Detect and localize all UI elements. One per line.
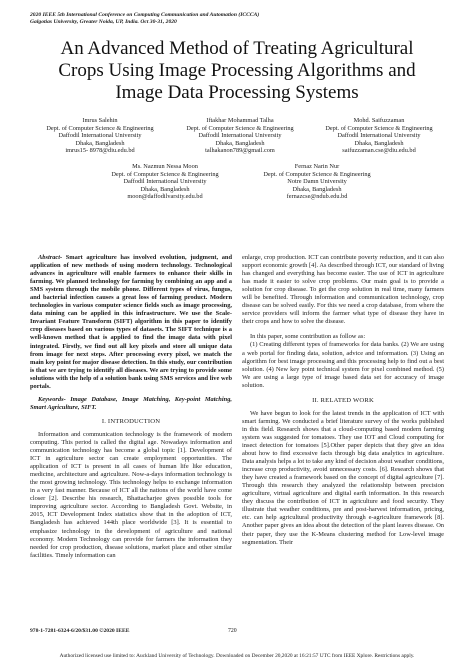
right-paragraph-1: enlarge, crop production. ICT can contribute poverty reduction, and it can also support economic growth [4]. As described through ICT, our standard of living has changed and everything has become easier. The use of ICT in agriculture has made it easier to solve crop problems. Our main goal is to provide a solution for crop disease. To get the crop solution in real time, many farmers will be benefited. Through information and communication technology, crop disease can be solved easily. For this we need a crop database, from where the service providers will inform the farmer what type of disease they have in their crops and how to solve the disease. [242, 254, 444, 326]
left-column [30, 254, 232, 560]
author-email: talhakanon789@gmail.com [205, 147, 275, 155]
keywords [30, 396, 232, 412]
author-city: Dhaka, Bangladesh [140, 185, 190, 193]
keywords-text: Image Database, Image Matching, Key-point Matching, Smart Agriculture, SIFT. [30, 395, 232, 411]
author-email: saifuzzaman.cse@diu.edu.bd [342, 147, 416, 155]
author-city: Dhaka, Bangladesh [292, 185, 342, 193]
author-org: Daffodil International University [337, 132, 421, 140]
author-name: Imrus Salehin [82, 117, 118, 124]
author-org: Daffodil International University [58, 132, 142, 140]
abstract [30, 254, 232, 391]
conference-header [30, 12, 259, 26]
author-org: Daffodil International University [123, 178, 207, 186]
author-1 [30, 117, 170, 155]
contribution-intro: In this paper, some contribution as follow as: [250, 333, 366, 341]
author-2 [170, 117, 310, 155]
author-city: Dhaka, Bangladesh [215, 139, 265, 147]
title-line-1: An Advanced Method of Treating Agricultural [60, 38, 414, 59]
author-email: imrus15- 8978@diu.edu.bd [65, 147, 135, 155]
author-name: Iftakhar Mohammad Talha [206, 117, 274, 124]
contribution-list: (1) Creating different types of frameworks for data banks. (2) We are using a web portal for finding data, solution, advice and information. (3) Using an algorithm for best image processing and this processing help to find out a best solution. (4) New key point technical system for pixel combined method. (5) We are using a large type of image based data set for accuracy of image solution. [242, 341, 444, 389]
related-work-paragraph: We have begun to look for the latest trends in the application of ICT with smart farming. We conducted a brief literature survey of the works published in this field. Research shows that a cloud-computing based modern farming system was suggested for tomatoes. They use IOT and Cloud computing for insect detection for tomatoes [5].Other paper depicts that they give an idea about how to find excessive facts through big data analytics in agriculture. Data analysis helps a lot to take any kind of decision about weather conditions, increase crop productivity, avoid unnecessary costs. [6]. Research shows that they have created a framework based on the concept of digital agriculture [7]. Through this research they analyzed the relationship between precision agriculture, virtual agriculture and digital earth information. In this research they discuss the contribution of ICT in agriculture and food security. They illustrate that weather conditions, pre and post-harvest information, pricing, etc. can help agricultural productivity through e-agriculture framework [8]. Another paper gives an idea about the detection of the plant leaves disease. On their paper, they use the K-Means clustering method for Low-level image segmentation. Their [242, 409, 444, 546]
abstract-label: Abstract- [38, 254, 63, 261]
author-5 [242, 163, 392, 201]
author-name: Fernaz Narin Nur [294, 163, 340, 170]
author-dept: Dept. of Computer Science & Engineering [263, 170, 371, 178]
author-dept: Dept. of Computer Science & Engineering [325, 124, 433, 132]
conference-line-2: Galgotias University, Greater Noida, UP, India. Oct 30-31, 2020 [30, 19, 177, 25]
author-org: Notre Damn University [287, 178, 347, 186]
author-city: Dhaka, Bangladesh [75, 139, 125, 147]
page-number: 720 [228, 628, 237, 634]
keywords-label: Keywords- [38, 395, 66, 403]
intro-paragraph: Information and communication technology is the framework of modern computing. This period is called the digital age. Nowadays information and communication technology has become a global topic [1]. Development of ICT in agriculture sector can create employment opportunities. The application of ICT is present in all cases of human life like education, medicine, architecture and agriculture. Now-a-days information technology is the most growing technology. This technology helps to exchange information in a very fast manner. Because of ICT all the nations of the world have come closer [2]. Describe his research, Bhattacharjee gives possible tools for improving agriculture sector. According to Bangladesh Govt. Website, in 2015, ICT Development Index statistics show that in the adoption of ICT, Bangladesh has achieved 144th place worldwide [3]. It is essential to emphasize technology in the development of agriculture and national economy. Modern Technology can provide for farmers the information they needed for crop production, disease solutions, market place and other similar facilities. Timely information can [30, 430, 232, 559]
section-heading-related-work: II. RELATED WORK [312, 396, 374, 404]
author-city: Dhaka, Bangladesh [354, 139, 404, 147]
author-name: Ms. Nazmun Nessa Moon [132, 163, 198, 170]
author-dept: Dept. of Computer Science & Engineering [46, 124, 154, 132]
isbn-footer: 978-1-7281-6324-6/20/$31.00 ©2020 IEEE [30, 628, 130, 634]
conference-line-1: 2020 IEEE 5th International Conference on Computing Communication and Automation (ICCCA) [30, 12, 260, 18]
author-4 [90, 163, 240, 201]
author-org: Daffodil International University [198, 132, 282, 140]
title-line-3: Image Data Processing Systems [115, 82, 359, 103]
author-name: Mohd. Saifuzzaman [353, 117, 405, 124]
title-line-2: Crops Using Image Processing Algorithms and [58, 60, 416, 81]
section-heading-introduction: I. INTRODUCTION [101, 417, 161, 425]
authorized-use-notice: Authorized licensed use limited to: Auckland University of Technology. Downloaded on December 20,2020 at 16:21:57 UTC from IEEE Xplore. Restrictions apply. [59, 653, 415, 659]
abstract-text: Smart agriculture has involved evolution, judgment, and application of new methods of using modern technology. Technological advances in agriculture will enable farmers to enhance their skills in farming. We planned technology for farming by combining an app and a SMS system through the mobile phone. Different types of virus, fungus, and bacterial infection causes a great loss of farming product. Modern technologies in various computer science fields such as image processing, data mining can be applied in this infrastructure. We use the Scale-Invariant Feature Transform (SIFT) algorithm in this paper to identify crop diseases based on various types of datasets. The SIFT technique is a well-known method that is applied to find the image data with pixel integrated. Firstly, we find out all key pixels and store all unique data from image for next steps. After processing every pixel, we match the main key point for major disease detection. In this study, our contribution is that we are trying to identify all diseases. We are trying to provide some solutions with the help of a solution bank using SMS services and live web portals. [30, 254, 232, 390]
author-email: fernazcse@ndub.edu.bd [286, 193, 348, 201]
author-email: moon@daffodilvarsity.edu.bd [127, 193, 203, 201]
author-dept: Dept. of Computer Science & Engineering [111, 170, 219, 178]
right-column [242, 254, 444, 547]
paper-title [0, 38, 474, 104]
author-dept: Dept. of Computer Science & Engineering [186, 124, 294, 132]
author-3 [310, 117, 448, 155]
